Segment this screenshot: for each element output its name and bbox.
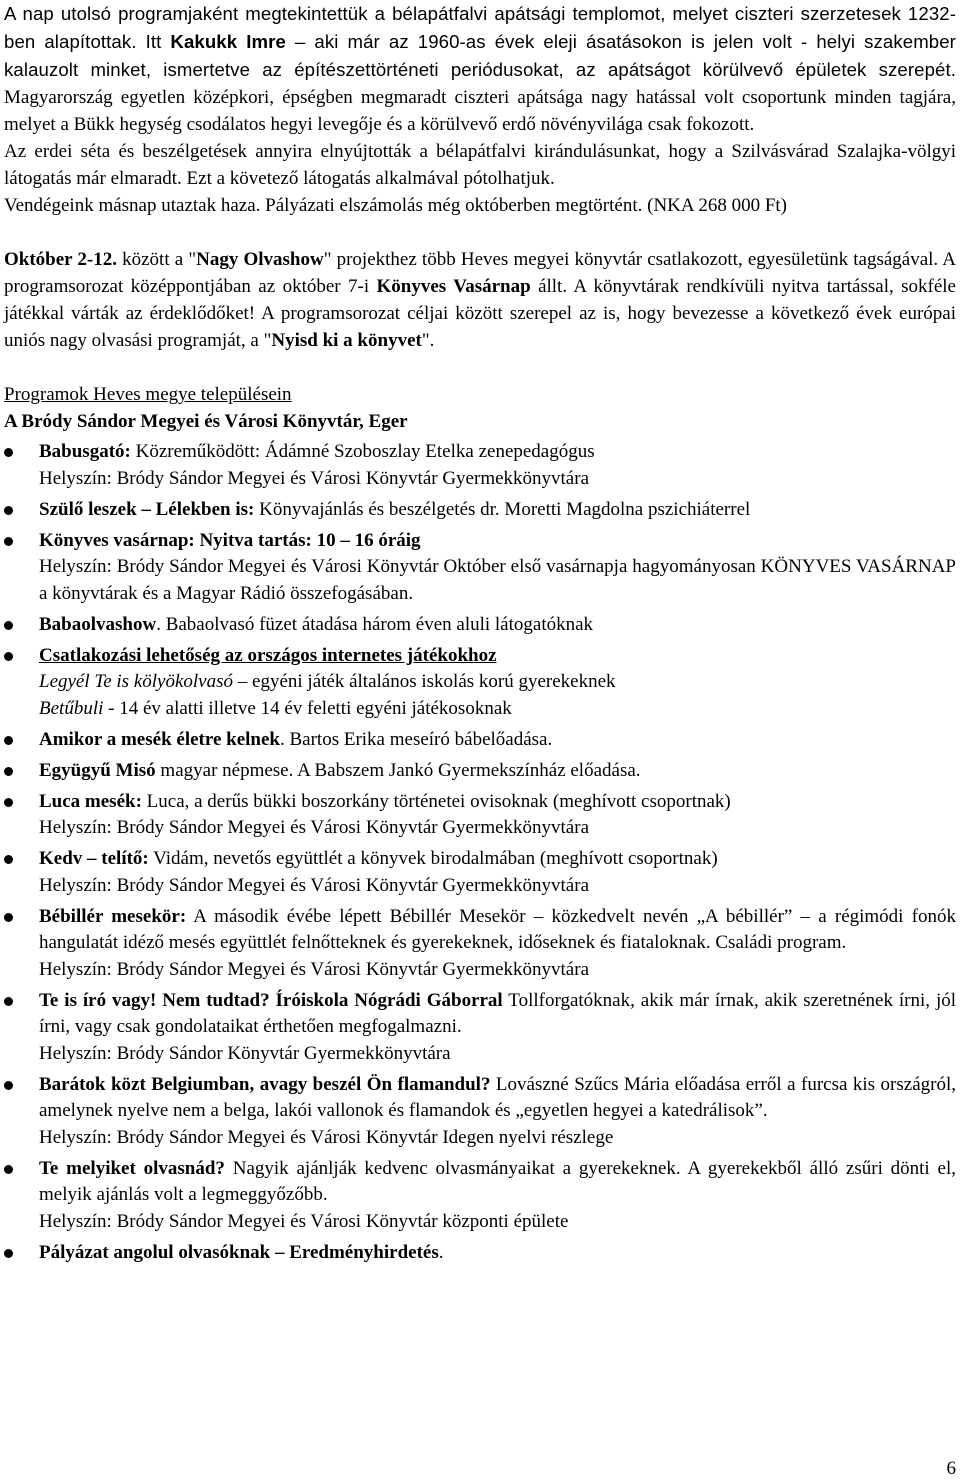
- document-page: [4, 0, 956, 1271]
- october-paragraph: [4, 246, 956, 354]
- program-title: Pályázat angolul olvasóknak – Eredményhirdetés: [39, 1241, 439, 1263]
- program-item: [4, 1072, 956, 1152]
- game-name: Legyél Te is kölyökolvasó: [39, 671, 234, 692]
- program-location: Helyszín: Bródy Sándor Könyvtár Gyermekkönyvtára: [39, 1042, 451, 1064]
- bullet-icon: [4, 448, 13, 457]
- program-location: Helyszín: Bródy Sándor Megyei és Városi Könyvtár Gyermekkönyvtára: [39, 467, 589, 489]
- program-location: Helyszín: Bródy Sándor Megyei és Városi Könyvtár Idegen nyelvi részlege: [39, 1126, 614, 1148]
- program-location: Helyszín: Bródy Sándor Megyei és Városi Könyvtár központi épülete: [39, 1210, 569, 1232]
- bullet-icon: [4, 1081, 13, 1090]
- program-desc: Lovászné Szűcs Mária előadása erről a furcsa kis országról, amelynek nyelve nem a belga, lakói vallonok és flamandok és „egyetlen hegyei a katedrálisok”.: [39, 1073, 956, 1121]
- program-item: [4, 904, 956, 984]
- program-item: [4, 528, 956, 608]
- program-location: Helyszín: Bródy Sándor Megyei és Városi Könyvtár Október első vasárnapja hagyományosan KÖNYVES VASÁRNAP a könyvtárak és a Magyar Rádió összefogásában.: [39, 556, 956, 604]
- program-desc: Közreműködött: Ádámné Szoboszlay Etelka zenepedagógus: [130, 441, 595, 462]
- library-title-text: A Bródy Sándor Megyei és Városi Könyvtár, Eger: [4, 411, 408, 432]
- program-title: Te is író vagy! Nem tudtad? Íróiskola Nógrádi Gáborral: [39, 989, 503, 1011]
- program-item: [4, 758, 956, 785]
- program-title: Babusgató:: [39, 441, 131, 462]
- intro-sentence-1: A nap utolsó programjaként megtekintettük a bélapátfalvi apátsági templomot, melyet ciszteri szerzetesek 1232-ben alapítottak.: [4, 3, 956, 52]
- october-text: állt. A könyvtárak rendkívüli nyitva tartással, sokféle játékkal várták az érdeklődőket! A programsorozat céljai között szerepel az is, hogy bevezesse a következő évek európai uniós nagy olvasási programját, a ": [4, 276, 956, 351]
- bullet-icon: [4, 798, 13, 807]
- program-desc: magyar népmese. A Babszem Jankó Gyermekszínház előadása.: [155, 759, 641, 781]
- bullet-icon: [4, 736, 13, 745]
- nagy-olvashow: Nagy Olvashow: [196, 249, 324, 270]
- program-desc: Vidám, nevetős együttlét a könyvek birodalmában (meghívott csoportnak): [148, 848, 718, 869]
- program-location: Helyszín: Bródy Sándor Megyei és Városi Könyvtár Gyermekkönyvtára: [39, 874, 589, 896]
- spacer: [4, 354, 956, 381]
- program-list: [4, 439, 956, 1266]
- program-title: Barátok közt Belgiumban, avagy beszél Ön flamandul?: [39, 1073, 491, 1095]
- program-title: Könyves vasárnap: Nyitva tartás: 10 – 16 óráig: [39, 529, 421, 551]
- program-title: Bébillér mesekör:: [39, 905, 187, 927]
- program-title: Te melyiket olvasnád?: [39, 1157, 225, 1179]
- program-desc: . Bartos Erika meseíró bábelőadása.: [279, 728, 553, 750]
- bullet-icon: [4, 913, 13, 922]
- program-desc: A második évébe lépett Bébillér Mesekör – közkedvelt nevén „A bébillér” – a régimódi fonók hangulatát idéző mesés együttlét felnőtteknek és gyerekeknek, időseknek és fiataloknak. Családi program.: [39, 905, 956, 953]
- program-item: [4, 789, 956, 842]
- program-item: [4, 727, 956, 754]
- bullet-icon: [4, 1165, 13, 1174]
- game-name: Betűbuli: [39, 697, 104, 719]
- spacer: [4, 219, 956, 246]
- program-desc: Nagyik ajánlják kedvenc olvasmányaikat a gyerekeknek. A gyerekekből álló zsűri dönti el, melyik ajánlás volt a legmeggyőzőbb.: [39, 1157, 956, 1205]
- program-title: Csatlakozási lehetőség az országos internetes játékokhoz: [39, 644, 497, 666]
- october-text: " projekthez több Heves megyei könyvtár csatlakozott, egyesületünk tagságával. A programsorozat középpontjában az október 7-i: [4, 249, 956, 297]
- program-desc: .: [438, 1241, 444, 1263]
- program-title: Szülő leszek – Lélekben is:: [39, 498, 255, 520]
- program-item: [4, 988, 956, 1068]
- program-subline: [39, 669, 956, 696]
- intro-paragraph-1: [4, 0, 956, 138]
- page-number: 6: [946, 1458, 956, 1479]
- konyves-vasarnap: Könyves Vasárnap: [376, 276, 531, 297]
- bullet-icon: [4, 537, 13, 546]
- game-desc: – egyéni játék általános iskolás korú gyerekeknek: [233, 671, 616, 692]
- program-location: Helyszín: Bródy Sándor Megyei és Városi Könyvtár Gyermekkönyvtára: [39, 958, 589, 980]
- bullet-icon: [4, 997, 13, 1006]
- program-item: [4, 643, 956, 723]
- october-date: Október 2-12.: [4, 249, 117, 270]
- intro-text: Itt: [136, 31, 171, 52]
- program-item: [4, 612, 956, 639]
- program-desc: Luca, a derűs bükki boszorkány történetei ovisoknak (meghívott csoportnak): [141, 790, 731, 812]
- bullet-icon: [4, 767, 13, 776]
- intro-text: – aki már az 1960-as évek eleji ásatásokon is jelen volt - helyi szakember kalauzolt minket, ismertetve az építészettörténeti periódusokat, az apátságot körülvevő épületek szerepét.: [4, 31, 956, 80]
- nyisd-ki-a-konyvet: Nyisd ki a könyvet: [271, 330, 422, 351]
- october-text: között a ": [116, 249, 197, 270]
- program-item: [4, 1156, 956, 1236]
- bullet-icon: [4, 1249, 13, 1258]
- october-text: ".: [421, 330, 435, 351]
- program-item: [4, 497, 956, 524]
- bullet-icon: [4, 506, 13, 515]
- program-desc: Könyvajánlás és beszélgetés dr. Moretti Magdolna pszichiáterrel: [254, 498, 751, 520]
- program-title: Amikor a mesék életre kelnek: [39, 728, 280, 750]
- program-item: [4, 1240, 956, 1267]
- program-location: Helyszín: Bródy Sándor Megyei és Városi Könyvtár Gyermekkönyvtára: [39, 817, 589, 838]
- program-item: [4, 846, 956, 899]
- name-kakukk-imre: Kakukk Imre: [170, 31, 286, 52]
- library-title: [4, 408, 956, 435]
- bullet-icon: [4, 621, 13, 630]
- program-desc: . Babaolvasó füzet átadása három éven aluli látogatóknak: [156, 613, 594, 635]
- bullet-icon: [4, 855, 13, 864]
- program-title: Együgyű Misó: [39, 759, 156, 781]
- program-title: Kedv – telítő:: [39, 848, 149, 869]
- program-title: Luca mesék:: [39, 790, 142, 812]
- program-subline: [39, 696, 956, 723]
- game-desc: - 14 év alatti illetve 14 év feletti egyéni játékosoknak: [103, 697, 512, 719]
- program-title: Babaolvashow: [39, 613, 157, 635]
- programs-heading: Programok Heves megye településein: [4, 384, 292, 405]
- intro-paragraph-3: Vendégeink másnap utaztak haza. Pályázati elszámolás még októberben megtörtént. (NKA 268 000 Ft): [4, 195, 787, 216]
- bullet-icon: [4, 652, 13, 661]
- intro-sentence-3: Magyarország egyetlen középkori, épségben megmaradt ciszteri apátsága nagy hatással volt csoportunk minden tagjára, melyet a Bükk hegység csodálatos hegyi levegője és a körülvevő erdő növényvilága csak fokozott.: [4, 87, 956, 135]
- program-desc: Tollforgatóknak, akik már írnak, akik szeretnének írni, jól írni, vagy csak gondolataikat érthetően megfogalmazni.: [39, 989, 956, 1037]
- intro-paragraph-2: Az erdei séta és beszélgetések annyira elnyújtották a bélapátfalvi kirándulásunkat, hogy a Szilvásvárad Szalajka-völgyi látogatás már elmaradt. Ezt a követező látogatás alkalmával pótolhatjuk.: [4, 141, 956, 189]
- program-item: [4, 439, 956, 492]
